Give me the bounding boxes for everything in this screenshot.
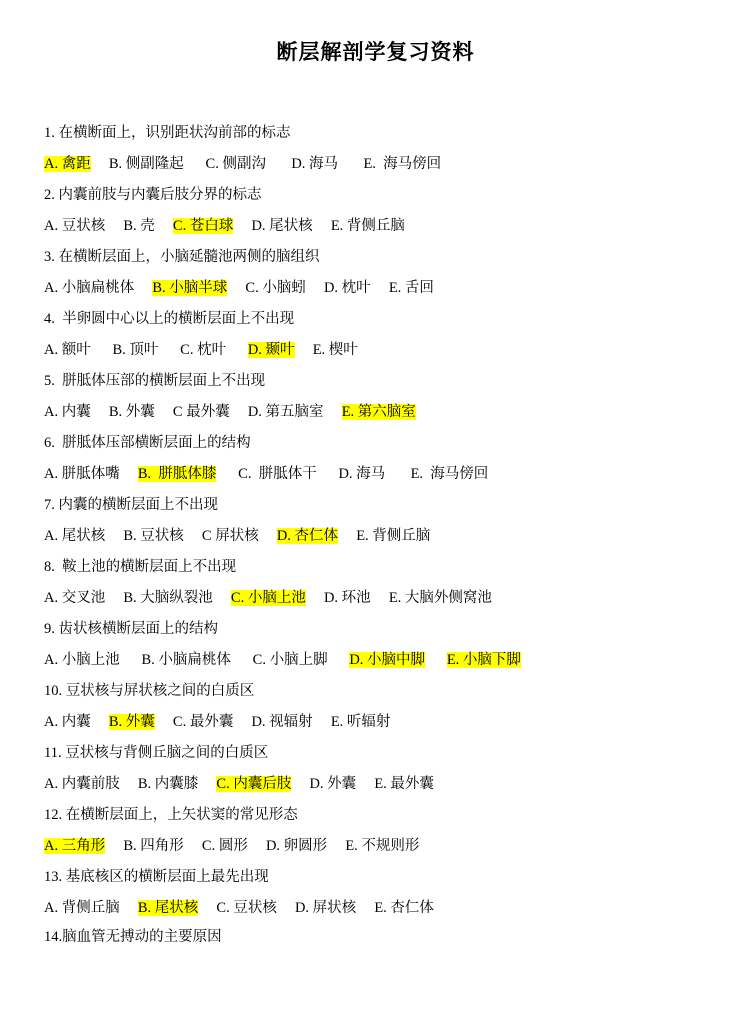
option-gap bbox=[91, 342, 113, 358]
option[interactable]: E. 不规则形 bbox=[345, 838, 420, 854]
option-gap bbox=[198, 900, 216, 916]
option[interactable]: B. 外囊 bbox=[108, 404, 155, 420]
option-highlighted[interactable]: E. 第六脑室 bbox=[341, 404, 416, 420]
option[interactable]: C. 小脑上脚 bbox=[252, 652, 328, 668]
option-gap bbox=[155, 218, 173, 234]
option-gap bbox=[91, 404, 109, 420]
option-gap bbox=[259, 528, 277, 544]
question-list bbox=[44, 118, 707, 924]
option[interactable]: A. 内囊 bbox=[44, 404, 91, 420]
option-highlighted[interactable]: B. 胼胝体膝 bbox=[137, 466, 217, 482]
option[interactable]: D. 外囊 bbox=[309, 776, 357, 792]
option-gap bbox=[120, 466, 138, 482]
option-row bbox=[44, 210, 707, 242]
option-gap bbox=[155, 714, 173, 730]
option-gap bbox=[338, 528, 356, 544]
option-row bbox=[44, 520, 707, 552]
question-stem: 8. 鞍上池的横断层面上不出现 bbox=[44, 559, 237, 575]
option[interactable]: C. 枕叶 bbox=[180, 342, 227, 358]
option[interactable]: E. 楔叶 bbox=[312, 342, 358, 358]
option[interactable]: D. 卵圆形 bbox=[265, 838, 328, 854]
option-row bbox=[44, 892, 707, 924]
option-highlighted[interactable]: A. 三角形 bbox=[44, 838, 106, 854]
option-gap bbox=[213, 590, 231, 606]
option[interactable]: C. 最外囊 bbox=[172, 714, 234, 730]
option-gap bbox=[226, 342, 248, 358]
question-block bbox=[44, 614, 707, 676]
question-block bbox=[44, 304, 707, 366]
option[interactable]: B. 豆状核 bbox=[123, 528, 184, 544]
option[interactable]: D. 环池 bbox=[323, 590, 371, 606]
option[interactable]: E. 海马傍回 bbox=[363, 156, 442, 172]
option[interactable]: B. 大脑纵裂池 bbox=[123, 590, 213, 606]
option[interactable]: D. 枕叶 bbox=[323, 280, 371, 296]
question-block bbox=[44, 738, 707, 800]
option[interactable]: D. 海马 bbox=[291, 156, 339, 172]
option[interactable]: B. 内囊膝 bbox=[137, 776, 199, 792]
option-highlighted[interactable]: B. 外囊 bbox=[108, 714, 155, 730]
option-gap bbox=[105, 838, 123, 854]
option[interactable]: C. 胼胝体干 bbox=[238, 466, 317, 482]
option-gap bbox=[184, 528, 202, 544]
question-stem: 4. 半卵圆中心以上的横断层面上不出现 bbox=[44, 311, 295, 327]
option-row bbox=[44, 272, 707, 304]
question-stem: 2. 内囊前肢与内囊后肢分界的标志 bbox=[44, 187, 262, 203]
option-row bbox=[44, 148, 707, 180]
question-stem: 12. 在横断层面上，上矢状窦的常见形态 bbox=[44, 807, 298, 823]
document-page bbox=[0, 36, 751, 1029]
option-row bbox=[44, 644, 707, 676]
option-highlighted[interactable]: D. 颞叶 bbox=[247, 342, 295, 358]
question-block bbox=[44, 366, 707, 428]
question-block bbox=[44, 118, 707, 180]
option-gap bbox=[371, 590, 389, 606]
question-block bbox=[44, 490, 707, 552]
option[interactable]: C 屏状核 bbox=[201, 528, 259, 544]
question-stem: 5. 胼胝体压部的横断层面上不出现 bbox=[44, 373, 266, 389]
option-gap bbox=[317, 466, 339, 482]
trailing-line: 14.脑血管无搏动的主要原因 bbox=[44, 929, 222, 945]
question-stem: 11. 豆状核与背侧丘脑之间的白质区 bbox=[44, 745, 269, 761]
question-block bbox=[44, 242, 707, 304]
option-row bbox=[44, 830, 707, 862]
option[interactable]: B. 小脑扁桃体 bbox=[141, 652, 231, 668]
option[interactable]: D. 第五脑室 bbox=[247, 404, 324, 420]
option-row bbox=[44, 396, 707, 428]
option[interactable]: E. 听辐射 bbox=[330, 714, 391, 730]
option-gap bbox=[385, 466, 410, 482]
option-row bbox=[44, 768, 707, 800]
option[interactable]: A. 额叶 bbox=[44, 342, 91, 358]
option-gap bbox=[184, 156, 206, 172]
option[interactable]: A. 豆状核 bbox=[44, 218, 106, 234]
option-gap bbox=[91, 156, 109, 172]
option[interactable]: A. 小脑上池 bbox=[44, 652, 120, 668]
option[interactable]: E. 海马傍回 bbox=[410, 466, 489, 482]
option-gap bbox=[233, 714, 251, 730]
option-gap bbox=[371, 280, 389, 296]
option-highlighted[interactable]: D. 杏仁体 bbox=[276, 528, 339, 544]
option[interactable]: C. 豆状核 bbox=[216, 900, 277, 916]
option-gap bbox=[356, 900, 374, 916]
option-gap bbox=[295, 342, 313, 358]
option-gap bbox=[327, 838, 345, 854]
option-gap bbox=[158, 342, 180, 358]
option[interactable]: C. 小脑蚓 bbox=[245, 280, 306, 296]
option-gap bbox=[120, 652, 142, 668]
option[interactable]: C 最外囊 bbox=[172, 404, 230, 420]
option-gap bbox=[356, 776, 374, 792]
option[interactable]: E. 背侧丘脑 bbox=[356, 528, 431, 544]
option[interactable]: D. 屏状核 bbox=[294, 900, 357, 916]
option[interactable]: E. 杏仁体 bbox=[374, 900, 434, 916]
option[interactable]: A. 背侧丘脑 bbox=[44, 900, 120, 916]
option[interactable]: A. 小脑扁桃体 bbox=[44, 280, 135, 296]
option[interactable]: D. 视辐射 bbox=[251, 714, 313, 730]
option-gap bbox=[324, 404, 342, 420]
option[interactable]: A. 内囊前肢 bbox=[44, 776, 120, 792]
option-gap bbox=[306, 280, 324, 296]
option-gap bbox=[120, 776, 138, 792]
option-gap bbox=[306, 590, 324, 606]
option[interactable]: E. 背侧丘脑 bbox=[330, 218, 405, 234]
option[interactable]: E. 大脑外侧窝池 bbox=[388, 590, 492, 606]
question-stem: 9. 齿状核横断层面上的结构 bbox=[44, 621, 218, 637]
option-gap bbox=[105, 590, 123, 606]
option-highlighted[interactable]: B. 小脑半球 bbox=[152, 280, 228, 296]
option-gap bbox=[198, 776, 216, 792]
option[interactable]: B. 壳 bbox=[123, 218, 155, 234]
option[interactable]: D. 海马 bbox=[338, 466, 386, 482]
option[interactable]: C. 圆形 bbox=[201, 838, 248, 854]
option-row bbox=[44, 706, 707, 738]
option-gap bbox=[266, 156, 291, 172]
option-row bbox=[44, 582, 707, 614]
page-title: 断层解剖学复习资料 bbox=[276, 41, 475, 64]
question-block bbox=[44, 676, 707, 738]
option[interactable]: B. 顶叶 bbox=[112, 342, 159, 358]
option-gap bbox=[291, 776, 309, 792]
option-gap bbox=[425, 652, 447, 668]
option-highlighted[interactable]: C. 内囊后肢 bbox=[216, 776, 292, 792]
question-block bbox=[44, 180, 707, 242]
option-row bbox=[44, 458, 707, 490]
option-gap bbox=[313, 714, 331, 730]
question-stem: 10. 豆状核与屏状核之间的白质区 bbox=[44, 683, 255, 699]
option-highlighted[interactable]: C. 苍白球 bbox=[172, 218, 234, 234]
question-stem: 7. 内囊的横断层面上不出现 bbox=[44, 497, 218, 513]
option-gap bbox=[231, 652, 253, 668]
option-highlighted[interactable]: A. 禽距 bbox=[44, 156, 91, 172]
option-gap bbox=[248, 838, 266, 854]
option-gap bbox=[184, 838, 202, 854]
option[interactable]: E. 最外囊 bbox=[374, 776, 434, 792]
question-block bbox=[44, 428, 707, 490]
question-stem: 13. 基底核区的横断层面上最先出现 bbox=[44, 869, 269, 885]
option[interactable]: A. 胼胝体嘴 bbox=[44, 466, 120, 482]
question-block bbox=[44, 800, 707, 862]
option-gap bbox=[313, 218, 331, 234]
option-gap bbox=[216, 466, 238, 482]
option-gap bbox=[227, 280, 245, 296]
option-row bbox=[44, 334, 707, 366]
option-gap bbox=[277, 900, 295, 916]
option-highlighted[interactable]: D. 小脑中脚 bbox=[349, 652, 426, 668]
option-gap bbox=[155, 404, 173, 420]
option[interactable]: D. 尾状核 bbox=[251, 218, 313, 234]
option[interactable]: A. 交叉池 bbox=[44, 590, 106, 606]
option-gap bbox=[233, 218, 251, 234]
option-gap bbox=[134, 280, 152, 296]
option[interactable]: A. 内囊 bbox=[44, 714, 91, 730]
option-gap bbox=[105, 218, 123, 234]
option[interactable]: C. 侧副沟 bbox=[205, 156, 266, 172]
question-block bbox=[44, 862, 707, 924]
option[interactable]: B. 侧副隆起 bbox=[108, 156, 184, 172]
option-gap bbox=[120, 900, 138, 916]
question-stem: 6. 胼胝体压部横断层面上的结构 bbox=[44, 435, 251, 451]
option-gap bbox=[328, 652, 350, 668]
option-highlighted[interactable]: E. 小脑下脚 bbox=[446, 652, 521, 668]
question-block bbox=[44, 552, 707, 614]
option-highlighted[interactable]: C. 小脑上池 bbox=[230, 590, 306, 606]
option[interactable]: E. 舌回 bbox=[388, 280, 434, 296]
question-stem: 1. 在横断面上，识别距状沟前部的标志 bbox=[44, 125, 291, 141]
option[interactable]: A. 尾状核 bbox=[44, 528, 106, 544]
option-gap bbox=[338, 156, 363, 172]
option-gap bbox=[91, 714, 109, 730]
option-gap bbox=[105, 528, 123, 544]
question-stem: 3. 在横断层面上，小脑延髓池两侧的脑组织 bbox=[44, 249, 320, 265]
option[interactable]: B. 四角形 bbox=[123, 838, 184, 854]
option-highlighted[interactable]: B. 尾状核 bbox=[137, 900, 199, 916]
option-gap bbox=[230, 404, 248, 420]
